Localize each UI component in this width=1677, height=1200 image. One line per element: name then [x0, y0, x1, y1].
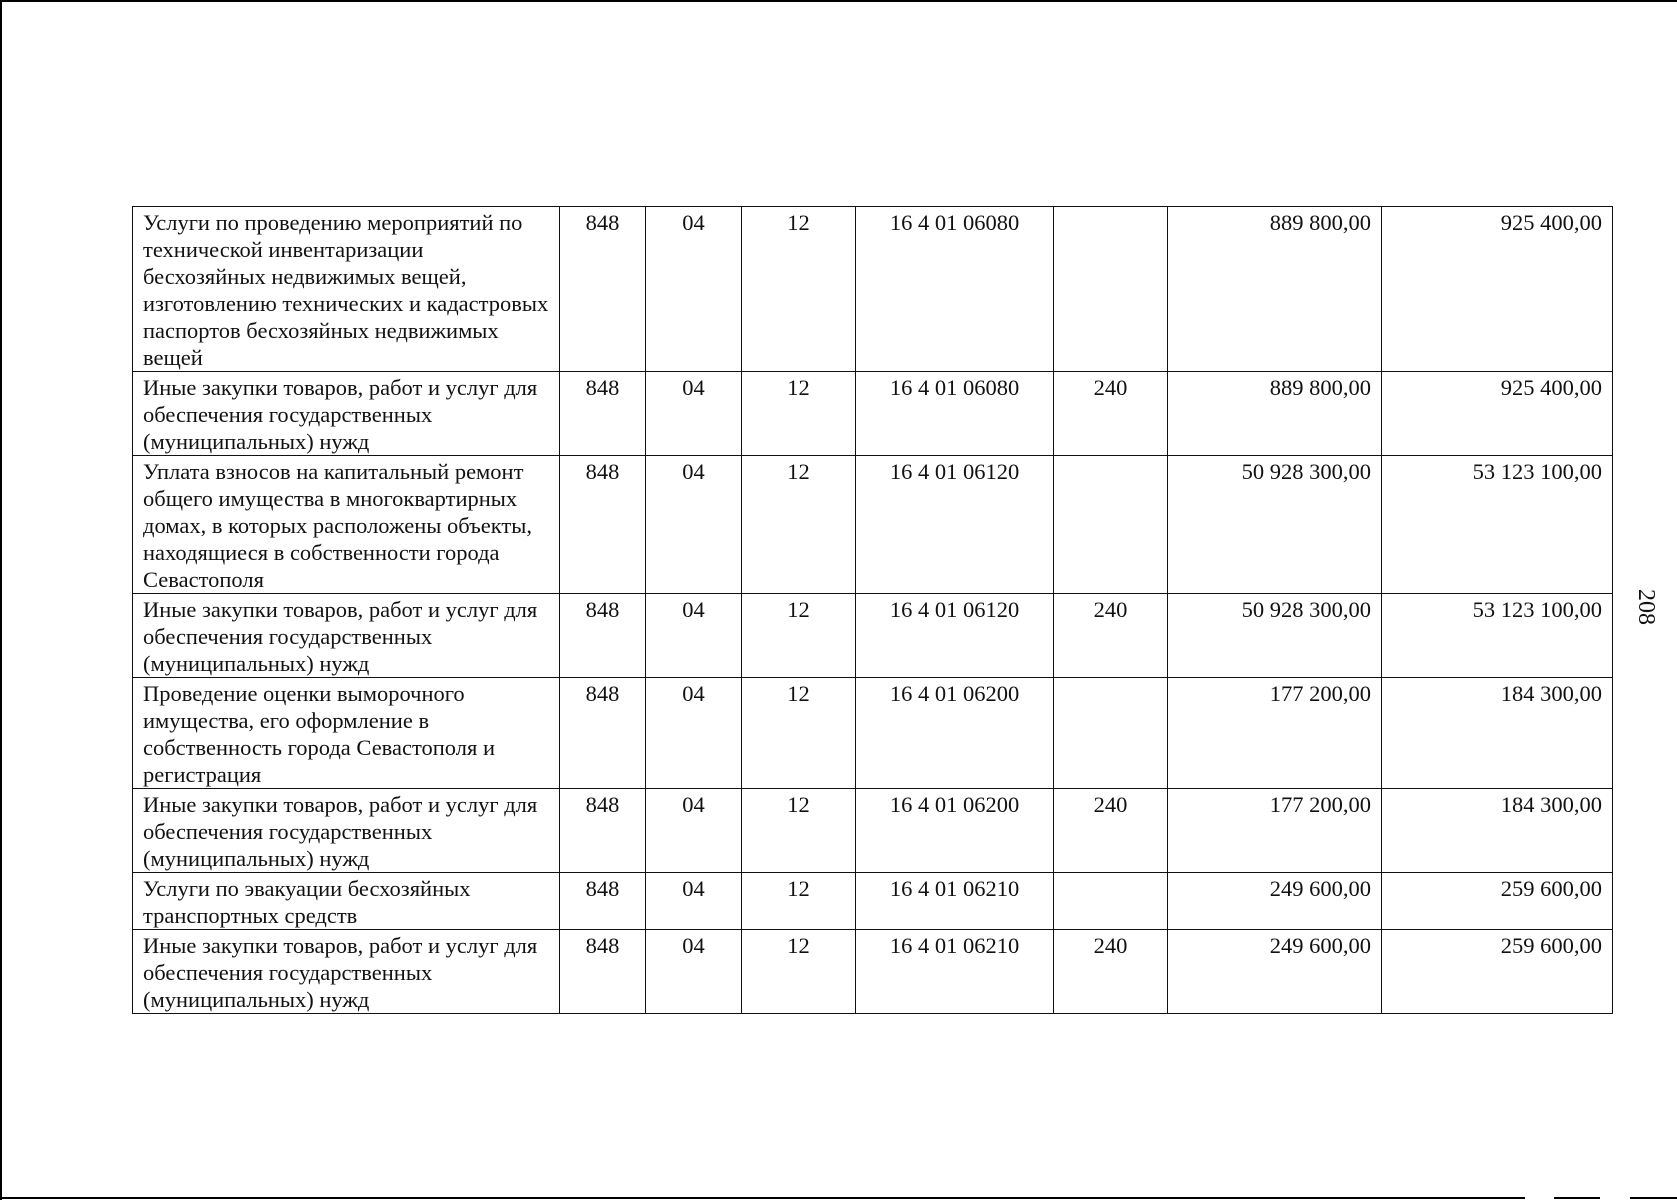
section-code-cell: 04 — [646, 930, 742, 1014]
page-number: 208 — [1633, 589, 1659, 625]
table-row — [133, 594, 1613, 678]
budget-table — [132, 206, 1613, 1014]
department-code-cell: 848 — [560, 789, 646, 873]
department-code-cell: 848 — [560, 873, 646, 930]
department-code-cell: 848 — [560, 207, 646, 372]
budget-table-body — [133, 207, 1613, 1014]
table-row — [133, 873, 1613, 930]
target-article-cell: 16 4 01 06200 — [856, 678, 1054, 789]
expense-type-cell — [1054, 873, 1168, 930]
expense-type-cell: 240 — [1054, 372, 1168, 456]
expense-type-cell — [1054, 207, 1168, 372]
amount-year1-cell: 50 928 300,00 — [1168, 594, 1382, 678]
subsection-code-cell: 12 — [742, 372, 856, 456]
row-name-cell: Иные закупки товаров, работ и услуг для обеспечения государственных (муниципальных) нужд — [133, 372, 560, 456]
section-code-cell: 04 — [646, 678, 742, 789]
section-code-cell: 04 — [646, 594, 742, 678]
amount-year2-cell: 259 600,00 — [1382, 873, 1613, 930]
amount-year2-cell: 53 123 100,00 — [1382, 456, 1613, 594]
amount-year1-cell: 177 200,00 — [1168, 789, 1382, 873]
row-name-cell: Иные закупки товаров, работ и услуг для обеспечения государственных (муниципальных) нужд — [133, 930, 560, 1014]
table-row — [133, 372, 1613, 456]
target-article-cell: 16 4 01 06080 — [856, 372, 1054, 456]
amount-year1-cell: 177 200,00 — [1168, 678, 1382, 789]
target-article-cell: 16 4 01 06120 — [856, 456, 1054, 594]
expense-type-cell: 240 — [1054, 594, 1168, 678]
amount-year1-cell: 249 600,00 — [1168, 930, 1382, 1014]
row-name-cell: Проведение оценки выморочного имущества, его оформление в собственность города Севастополя и регистрация — [133, 678, 560, 789]
amount-year1-cell: 889 800,00 — [1168, 372, 1382, 456]
department-code-cell: 848 — [560, 372, 646, 456]
table-row — [133, 456, 1613, 594]
amount-year1-cell: 249 600,00 — [1168, 873, 1382, 930]
row-name-cell: Услуги по эвакуации бесхозяйных транспортных средств — [133, 873, 560, 930]
amount-year2-cell: 53 123 100,00 — [1382, 594, 1613, 678]
expense-type-cell: 240 — [1054, 930, 1168, 1014]
department-code-cell: 848 — [560, 594, 646, 678]
table-row — [133, 789, 1613, 873]
section-code-cell: 04 — [646, 456, 742, 594]
subsection-code-cell: 12 — [742, 789, 856, 873]
amount-year2-cell: 184 300,00 — [1382, 789, 1613, 873]
subsection-code-cell: 12 — [742, 207, 856, 372]
amount-year2-cell: 925 400,00 — [1382, 207, 1613, 372]
amount-year2-cell: 259 600,00 — [1382, 930, 1613, 1014]
table-row — [133, 678, 1613, 789]
row-name-cell: Уплата взносов на капитальный ремонт общего имущества в многоквартирных домах, в которых расположены объекты, находящиеся в собственности города Севастополя — [133, 456, 560, 594]
section-code-cell: 04 — [646, 873, 742, 930]
expense-type-cell — [1054, 678, 1168, 789]
expense-type-cell: 240 — [1054, 789, 1168, 873]
row-name-cell: Иные закупки товаров, работ и услуг для обеспечения государственных (муниципальных) нужд — [133, 594, 560, 678]
subsection-code-cell: 12 — [742, 930, 856, 1014]
section-code-cell: 04 — [646, 372, 742, 456]
target-article-cell: 16 4 01 06080 — [856, 207, 1054, 372]
department-code-cell: 848 — [560, 930, 646, 1014]
table-row — [133, 930, 1613, 1014]
amount-year2-cell: 184 300,00 — [1382, 678, 1613, 789]
scan-border-bottom — [0, 1197, 1525, 1199]
target-article-cell: 16 4 01 06200 — [856, 789, 1054, 873]
scan-border-bottom-segment — [1554, 1197, 1600, 1199]
scan-border-left — [0, 0, 2, 1200]
amount-year1-cell: 889 800,00 — [1168, 207, 1382, 372]
row-name-cell: Услуги по проведению мероприятий по технической инвентаризации бесхозяйных недвижимых вещей, изготовлению технических и кадастровых паспортов бесхозяйных недвижимых вещей — [133, 207, 560, 372]
amount-year1-cell: 50 928 300,00 — [1168, 456, 1382, 594]
subsection-code-cell: 12 — [742, 594, 856, 678]
target-article-cell: 16 4 01 06210 — [856, 930, 1054, 1014]
amount-year2-cell: 925 400,00 — [1382, 372, 1613, 456]
section-code-cell: 04 — [646, 789, 742, 873]
table-row — [133, 207, 1613, 372]
department-code-cell: 848 — [560, 678, 646, 789]
expense-type-cell — [1054, 456, 1168, 594]
scan-border-top — [0, 0, 1677, 2]
target-article-cell: 16 4 01 06120 — [856, 594, 1054, 678]
target-article-cell: 16 4 01 06210 — [856, 873, 1054, 930]
section-code-cell: 04 — [646, 207, 742, 372]
subsection-code-cell: 12 — [742, 873, 856, 930]
subsection-code-cell: 12 — [742, 678, 856, 789]
subsection-code-cell: 12 — [742, 456, 856, 594]
row-name-cell: Иные закупки товаров, работ и услуг для обеспечения государственных (муниципальных) нужд — [133, 789, 560, 873]
department-code-cell: 848 — [560, 456, 646, 594]
scan-border-bottom-segment — [1630, 1197, 1677, 1199]
